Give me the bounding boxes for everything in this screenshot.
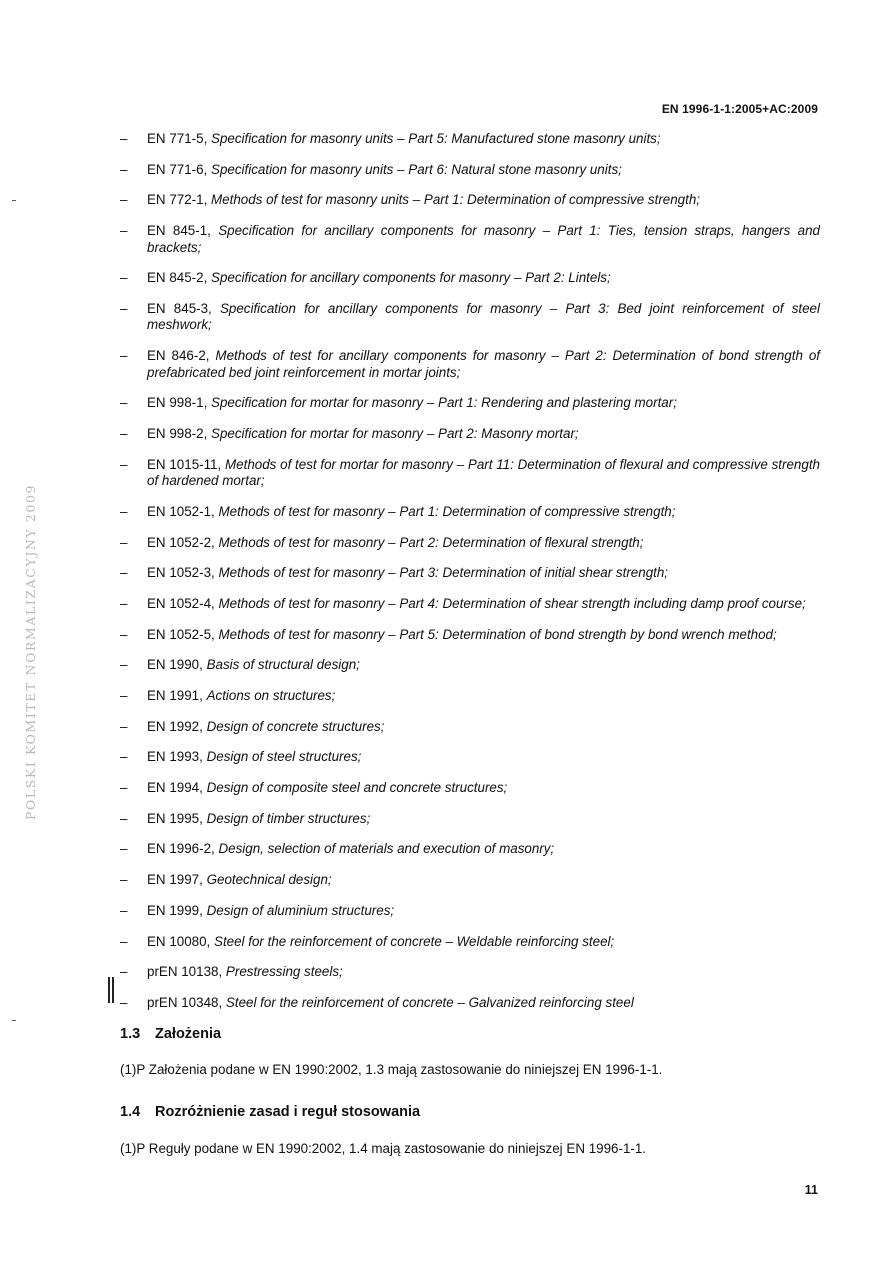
reference-item	[120, 395, 820, 412]
reference-code: EN 846-2,	[147, 348, 210, 364]
revision-change-bar	[108, 977, 114, 1003]
reference-title: Steel for the reinforcement of concrete – Weldable reinforcing steel;	[214, 933, 615, 949]
reference-title: Methods of test for masonry – Part 1: Determination of compressive strength;	[218, 503, 676, 519]
list-dash: –	[120, 810, 128, 826]
reference-title: Steel for the reinforcement of concrete – Galvanized reinforcing steel	[225, 994, 634, 1010]
reference-code: EN 1990,	[147, 657, 203, 673]
reference-code: EN 845-2,	[147, 270, 208, 286]
reference-title: Methods of test for mortar for masonry – Part 11: Determination of flexural and compressive strength of hardened mortar;	[147, 456, 820, 489]
list-dash: –	[120, 841, 128, 857]
reference-item	[120, 964, 820, 981]
list-dash: –	[120, 688, 128, 703]
reference-title: Design of concrete structures;	[206, 718, 385, 734]
list-dash: –	[120, 534, 128, 550]
list-dash: –	[120, 964, 128, 980]
reference-item	[120, 995, 820, 1012]
list-dash: –	[120, 626, 128, 642]
reference-title: Specification for ancillary components for masonry – Part 2: Lintels;	[211, 270, 611, 286]
reference-code: EN 998-2,	[147, 426, 208, 441]
section-heading-1-4	[120, 1104, 420, 1120]
list-dash: –	[120, 933, 128, 949]
reference-item	[120, 627, 820, 644]
reference-code: EN 1052-4,	[147, 595, 215, 611]
normative-references-list	[120, 131, 820, 1026]
list-dash: –	[120, 872, 128, 888]
reference-code: EN 1991,	[147, 688, 203, 703]
reference-item	[120, 162, 820, 179]
reference-title: Methods of test for masonry – Part 5: Determination of bond strength by bond wrench method;	[218, 626, 777, 642]
list-dash: –	[120, 395, 128, 411]
reference-code: EN 1995,	[147, 810, 203, 826]
list-dash: –	[120, 270, 128, 286]
reference-title: Methods of test for masonry – Part 4: Determination of shear strength including damp proof course;	[218, 595, 806, 611]
list-dash: –	[120, 456, 128, 472]
list-dash: –	[120, 348, 128, 364]
reference-item	[120, 903, 820, 920]
list-dash: –	[120, 657, 128, 673]
reference-code: prEN 10138,	[147, 964, 223, 980]
reference-title: Geotechnical design;	[206, 872, 332, 888]
reference-title: Design of timber structures;	[206, 810, 371, 826]
reference-title: Specification for ancillary components for masonry – Part 3: Bed joint reinforcement of steel meshwork;	[147, 300, 820, 333]
reference-code: EN 772-1,	[147, 192, 208, 208]
reference-title: Specification for mortar for masonry – Part 1: Rendering and plastering mortar;	[211, 395, 677, 411]
reference-item	[120, 596, 820, 613]
reference-code: EN 1015-11,	[147, 456, 222, 472]
reference-code: EN 1994,	[147, 780, 203, 796]
scan-speck	[12, 1020, 16, 1021]
reference-item	[120, 223, 820, 256]
reference-title: Actions on structures;	[206, 688, 336, 703]
reference-code: EN 1052-5,	[147, 626, 215, 642]
reference-title: Design, selection of materials and execution of masonry;	[218, 841, 555, 857]
reference-code: EN 1996-2,	[147, 841, 215, 857]
reference-code: EN 845-1,	[147, 223, 211, 239]
reference-title: Specification for mortar for masonry – Part 2: Masonry mortar;	[211, 426, 579, 441]
reference-item	[120, 565, 820, 582]
reference-title: Design of aluminium structures;	[206, 902, 395, 918]
reference-item	[120, 131, 820, 148]
reference-title: Specification for ancillary components for masonry – Part 1: Ties, tension straps, hangers and brackets;	[147, 223, 820, 255]
reference-code: EN 771-6,	[147, 161, 208, 177]
page-number: 11	[804, 1183, 818, 1197]
list-dash: –	[120, 131, 128, 146]
reference-code: EN 845-3,	[147, 300, 212, 316]
section-1-3-paragraph: (1)P Założenia podane w EN 1990:2002, 1.3 mają zastosowanie do niniejszej EN 1996-1-1.	[120, 1062, 663, 1077]
reference-title: Specification for masonry units – Part 6: Natural stone masonry units;	[211, 161, 622, 177]
reference-item	[120, 841, 820, 858]
section-1-4-paragraph: (1)P Reguły podane w EN 1990:2002, 1.4 mają zastosowanie do niniejszej EN 1996-1-1.	[120, 1141, 647, 1156]
list-dash: –	[120, 749, 128, 765]
scan-speck	[12, 200, 16, 201]
reference-item	[120, 504, 820, 521]
reference-item	[120, 934, 820, 951]
list-dash: –	[120, 300, 128, 316]
section-title: Założenia	[155, 1026, 222, 1042]
list-dash: –	[120, 595, 128, 611]
reference-item	[120, 457, 820, 490]
reference-item	[120, 719, 820, 736]
list-dash: –	[120, 780, 128, 796]
reference-code: EN 1052-2,	[147, 534, 215, 550]
reference-code: EN 1993,	[147, 749, 203, 765]
list-dash: –	[120, 161, 128, 177]
reference-code: EN 1052-1,	[147, 503, 215, 519]
section-number: 1.3	[120, 1026, 141, 1042]
reference-item	[120, 811, 820, 828]
reference-item	[120, 348, 820, 381]
section-title: Rozróżnienie zasad i reguł stosowania	[155, 1104, 421, 1120]
section-heading-1-3	[120, 1026, 221, 1042]
standard-code-header: EN 1996-1-1:2005+AC:2009	[661, 102, 818, 116]
list-dash: –	[120, 994, 128, 1010]
list-dash: –	[120, 192, 128, 208]
watermark-text: POLSKI KOMITET NORMALIZACYJNY 2009	[23, 483, 38, 820]
section-number: 1.4	[120, 1104, 141, 1120]
list-dash: –	[120, 426, 128, 441]
reference-code: EN 771-5,	[147, 131, 208, 146]
reference-title: Methods of test for masonry – Part 2: Determination of flexural strength;	[218, 534, 644, 550]
reference-code: EN 10080,	[147, 933, 211, 949]
reference-code: EN 998-1,	[147, 395, 208, 411]
reference-title: Prestressing steels;	[225, 964, 343, 980]
list-dash: –	[120, 565, 128, 581]
reference-item	[120, 301, 820, 334]
list-dash: –	[120, 902, 128, 918]
reference-code: EN 1999,	[147, 902, 203, 918]
list-dash: –	[120, 223, 128, 239]
reference-title: Design of steel structures;	[206, 749, 362, 765]
reference-code: EN 1052-3,	[147, 565, 215, 581]
reference-code: EN 1997,	[147, 872, 203, 888]
reference-item	[120, 535, 820, 552]
reference-item	[120, 192, 820, 209]
reference-code: prEN 10348,	[147, 994, 223, 1010]
reference-item	[120, 780, 820, 797]
reference-item	[120, 426, 820, 443]
reference-item	[120, 749, 820, 766]
reference-item	[120, 270, 820, 287]
reference-title: Methods of test for ancillary components for masonry – Part 2: Determination of bond strength of prefabricated bed joint reinforcement in mortar joints;	[147, 348, 820, 380]
reference-item	[120, 872, 820, 889]
reference-title: Basis of structural design;	[206, 657, 360, 673]
reference-item	[120, 657, 820, 674]
list-dash: –	[120, 718, 128, 734]
reference-title: Design of composite steel and concrete structures;	[206, 780, 508, 796]
reference-item	[120, 688, 820, 705]
reference-title: Methods of test for masonry units – Part 1: Determination of compressive strength;	[211, 192, 701, 208]
list-dash: –	[120, 503, 128, 519]
reference-title: Methods of test for masonry – Part 3: Determination of initial shear strength;	[218, 565, 669, 581]
reference-title: Specification for masonry units – Part 5: Manufactured stone masonry units;	[211, 131, 661, 146]
reference-code: EN 1992,	[147, 718, 203, 734]
